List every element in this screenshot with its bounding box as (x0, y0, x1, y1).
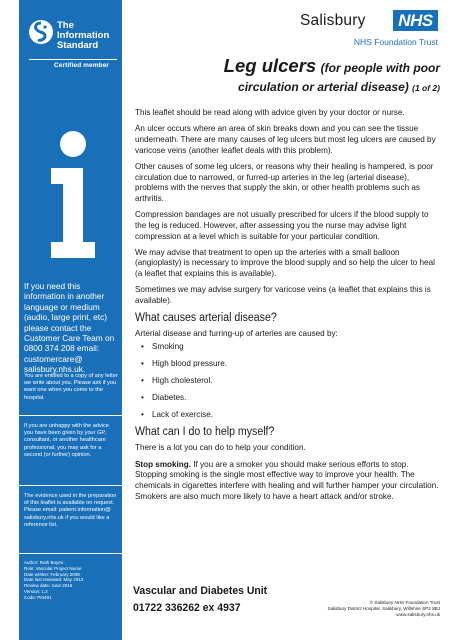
paragraph: Compression bandages are not usually prescribed for ulcers if the blood supply to the leg is reduced. However, after assessing you the nurse may advise light compression at a level which is suitable for your particular condition. (135, 210, 429, 241)
information-i-icon (43, 130, 103, 260)
trust-name: NHS Foundation Trust (353, 37, 438, 47)
logo-line-2: Information (57, 30, 110, 41)
title-subtitle: (for people with poor (320, 61, 440, 75)
author-line: Version: 1.2 (24, 588, 48, 594)
information-standard-logo (24, 17, 117, 77)
author-info (24, 560, 119, 601)
paragraph: We may advise that treatment to open up the arteries with a small balloon (angioplasty) is necessary to improve the blood supply and so help the ulcer to heal (a leaflet that explains this is available). (135, 247, 435, 279)
logo-divider (29, 59, 117, 60)
paragraph: Other causes of some leg ulcers, or reasons why their healing is hampered, is poor circulation due to narrowed, or furred-up arteries in the leg (arterial disease), problems with the nerves that supply the skin, or other health problems such as arthritis. (135, 161, 434, 203)
section-heading-self-help: What can I do to help myself? (135, 426, 275, 439)
causes-list (141, 342, 440, 420)
list-item: • High blood pressure. (141, 359, 440, 370)
page-title (130, 55, 440, 77)
paragraph: This leaflet should be read along with advice given by your doctor or nurse. (135, 108, 405, 117)
sidebar (19, 0, 122, 640)
letter-copy-text: You are entitled to a copy of any letter we write about you. Please ask if you want one when you come to the hospital. (24, 373, 118, 401)
paragraph: An ulcer occurs where an area of skin breaks down and you can see the tissue underneath. There are many causes of leg ulcers but most leg ulcers are caused by varicose veins (another leaflet deals with this problem). (135, 124, 436, 155)
organisation-name: Salisbury (300, 12, 366, 29)
list-item: • Lack of exercise. (141, 410, 440, 421)
logo-line-3: Standard (57, 40, 99, 51)
second-opinion-text: If you are unhappy with the advice you have been given by your GP, consultant, or another healthcare professional, you may ask for a second (or further) opinion. (24, 423, 109, 458)
stop-smoking-paragraph (135, 460, 440, 503)
website-link[interactable]: www.salisbury.nhs.uk (396, 612, 440, 618)
paragraph: Arterial disease and furring-up of arteries are caused by: (135, 329, 338, 339)
stop-smoking-label: Stop smoking. (135, 459, 191, 469)
author-line: Review date: June 2016 (24, 583, 73, 589)
contact-text: If you need this information in another language or medium (audio, large print, etc) please contact the Customer Care Team on 0800 374 208 email: customercare@ salisbury.nhs.uk. (24, 281, 115, 375)
leaflet-body (135, 108, 440, 508)
nhs-logo: NHS (393, 10, 438, 31)
list-item: • Diabetes. (141, 393, 440, 404)
title-main: Leg ulcers (223, 55, 317, 76)
copyright-line: © Salisbury NHS Foundation Trust (369, 600, 440, 605)
evidence-text: The evidence used in the preparation of this leaflet is available on request. Please email: patient.information@ salisbury.nhs.uk if you would like a reference list. (24, 493, 117, 528)
information-standard-icon (29, 20, 53, 44)
paragraph: Sometimes we may advise surgery for varicose veins (a leaflet that explains this is available). (135, 285, 431, 306)
unit-phone: 01722 336262 ex 4937 (133, 602, 241, 614)
page-title-line-2 (130, 80, 440, 94)
sidebar-divider (19, 553, 122, 554)
author-line: Date written: February 2008 (24, 571, 80, 577)
list-item: • Smoking (141, 342, 440, 353)
author-line: Author: Ruth Boyes (24, 560, 64, 565)
sidebar-divider (19, 485, 122, 486)
list-item: • High cholesterol. (141, 376, 440, 387)
sidebar-divider (19, 415, 122, 416)
certified-member-label: Certified member (54, 62, 110, 69)
stop-smoking-text: If you are a smoker you should make serious efforts to stop. Stopping smoking is the single most effective way to improve your health. The chemicals in cigarettes interfere with healing and will further hamper your circulation. Smokers are also much more likely to have a heart attack and/or stroke. (135, 459, 439, 501)
paragraph: There is a lot you can do to help your condition. (135, 443, 306, 453)
author-line: Role: Vascular Project Nurse (24, 565, 82, 571)
unit-name: Vascular and Diabetes Unit (133, 585, 268, 597)
logo-text (57, 21, 109, 51)
author-line: Date last reviewed: May 2013 (24, 577, 84, 583)
copyright-block (270, 600, 440, 619)
author-line: Code: PI0491 (24, 594, 52, 600)
title-subtitle-continued: circulation or arterial disease) (238, 80, 409, 94)
page-indicator: (1 of 2) (412, 83, 440, 93)
logo-line-1: The (57, 20, 74, 31)
section-heading-causes: What causes arterial disease? (135, 312, 277, 325)
address-line: Salisbury District Hospital, Salisbury, Wiltshire SP2 8BJ (327, 606, 440, 612)
